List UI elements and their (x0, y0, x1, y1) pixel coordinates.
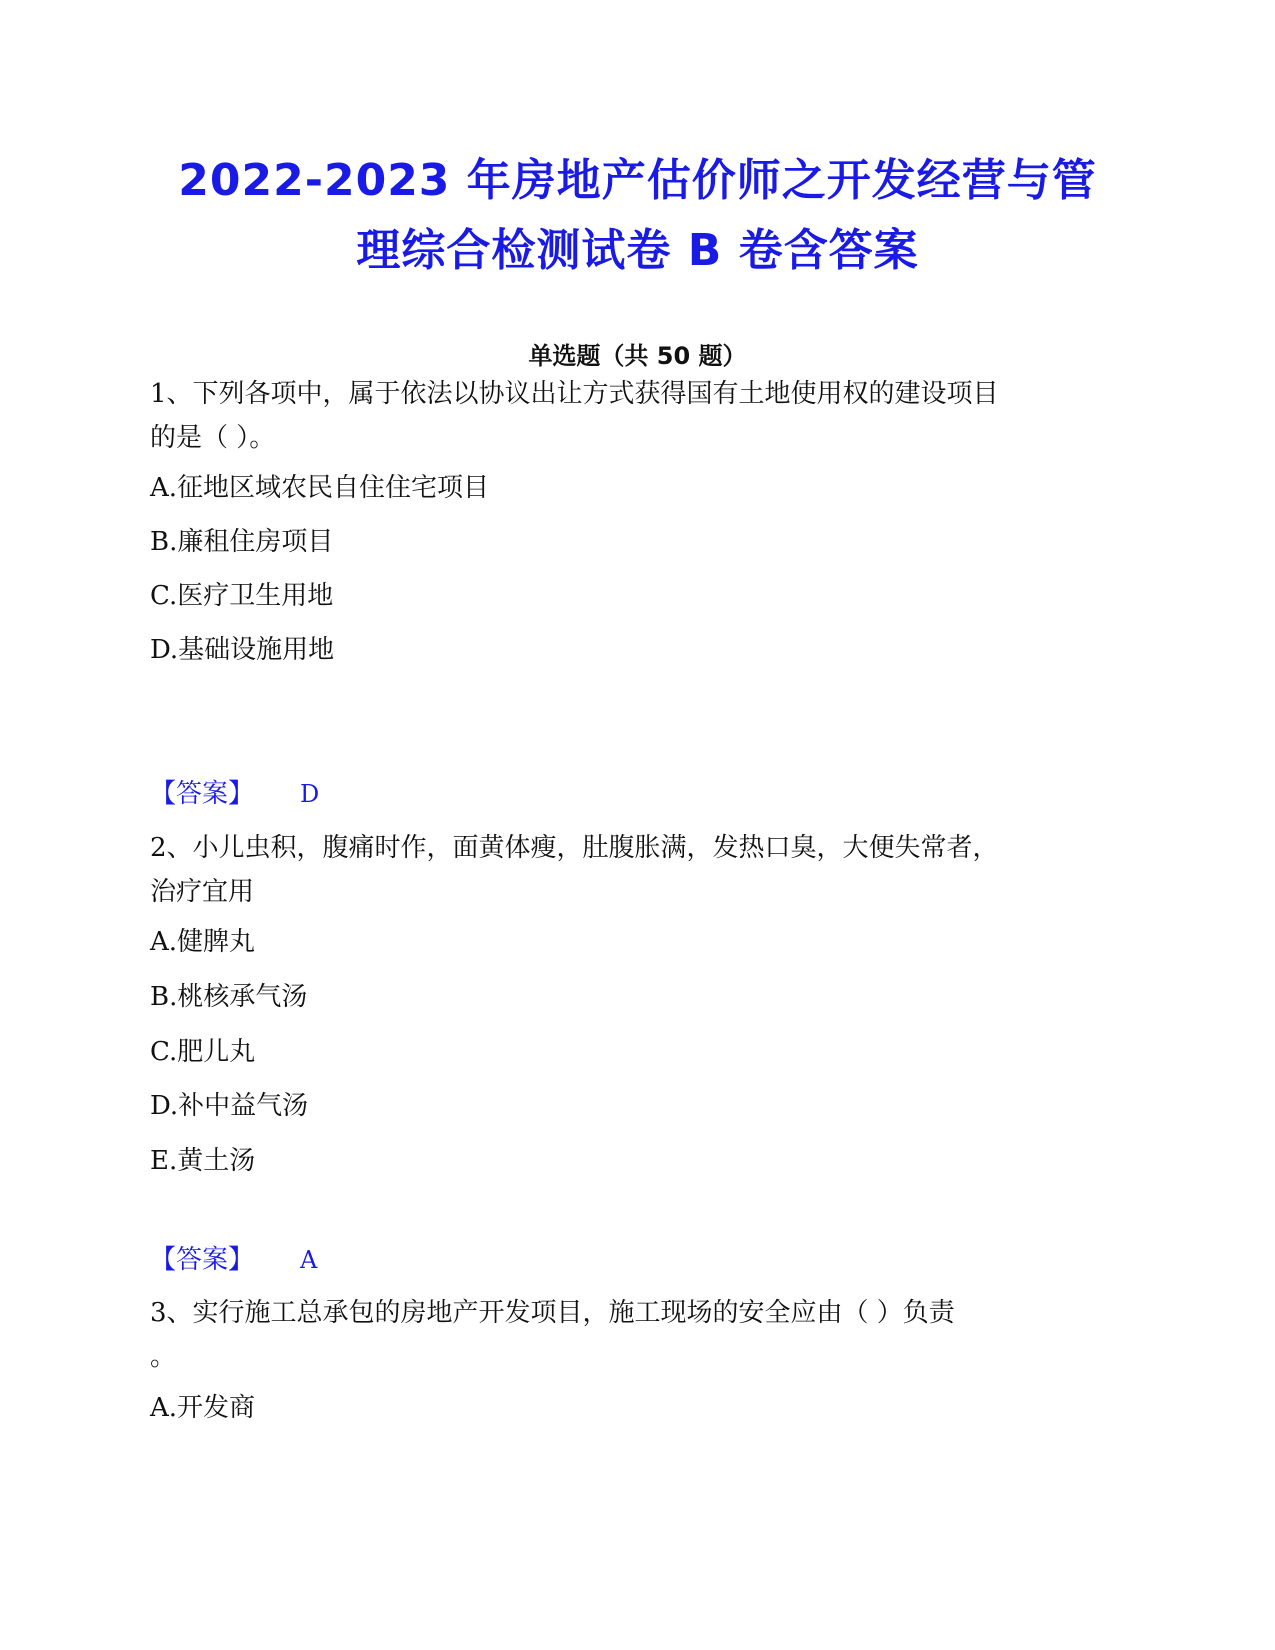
answer-label: 【答案】 (150, 779, 255, 809)
question-3-line-2: 。 (150, 1342, 177, 1372)
question-2-text (150, 826, 1100, 914)
question-1-line-1: 1、下列各项中，属于依法以协议出让方式获得国有土地使用权的建设项目 (150, 379, 999, 409)
question-3-text (150, 1291, 1100, 1379)
question-2-option-b: B.桃核承气汤 (150, 982, 308, 1012)
answer-value: A (300, 1246, 318, 1274)
document-title (150, 146, 1125, 286)
question-1-line-2: 的是（ ）。 (150, 423, 276, 453)
question-2-option-e: E.黄土汤 (150, 1146, 256, 1176)
question-2-option-c: C.肥儿丸 (150, 1037, 256, 1067)
question-1-option-d: D.基础设施用地 (150, 635, 335, 665)
question-2-answer (150, 1238, 1100, 1282)
question-3-line-1: 3、实行施工总承包的房地产开发项目，施工现场的安全应由（ ）负责 (150, 1298, 955, 1328)
document-title-line-2: 理综合检测试卷 B 卷含答案 (356, 225, 919, 276)
answer-value: D (300, 780, 320, 808)
question-1-text (150, 372, 1100, 460)
question-2-option-d: D.补中益气汤 (150, 1091, 309, 1121)
question-1-answer (150, 772, 1100, 816)
question-3-option-a: A.开发商 (150, 1393, 256, 1423)
question-2-line-2: 治疗宜用 (150, 877, 255, 907)
question-2-option-a: A.健脾丸 (150, 927, 256, 957)
question-2-line-1: 2、小儿虫积，腹痛时作，面黄体瘦，肚腹胀满，发热口臭，大便失常者， (150, 833, 999, 863)
document-title-line-1: 2022-2023 年房地产估价师之开发经营与管 (178, 155, 1097, 206)
question-1-option-a: A.征地区域农民自住住宅项目 (150, 473, 490, 503)
question-1-option-b: B.廉租住房项目 (150, 527, 334, 557)
answer-label: 【答案】 (150, 1245, 255, 1275)
question-1-option-c: C.医疗卫生用地 (150, 581, 334, 611)
section-heading: 单选题（共 50 题） (528, 342, 747, 370)
